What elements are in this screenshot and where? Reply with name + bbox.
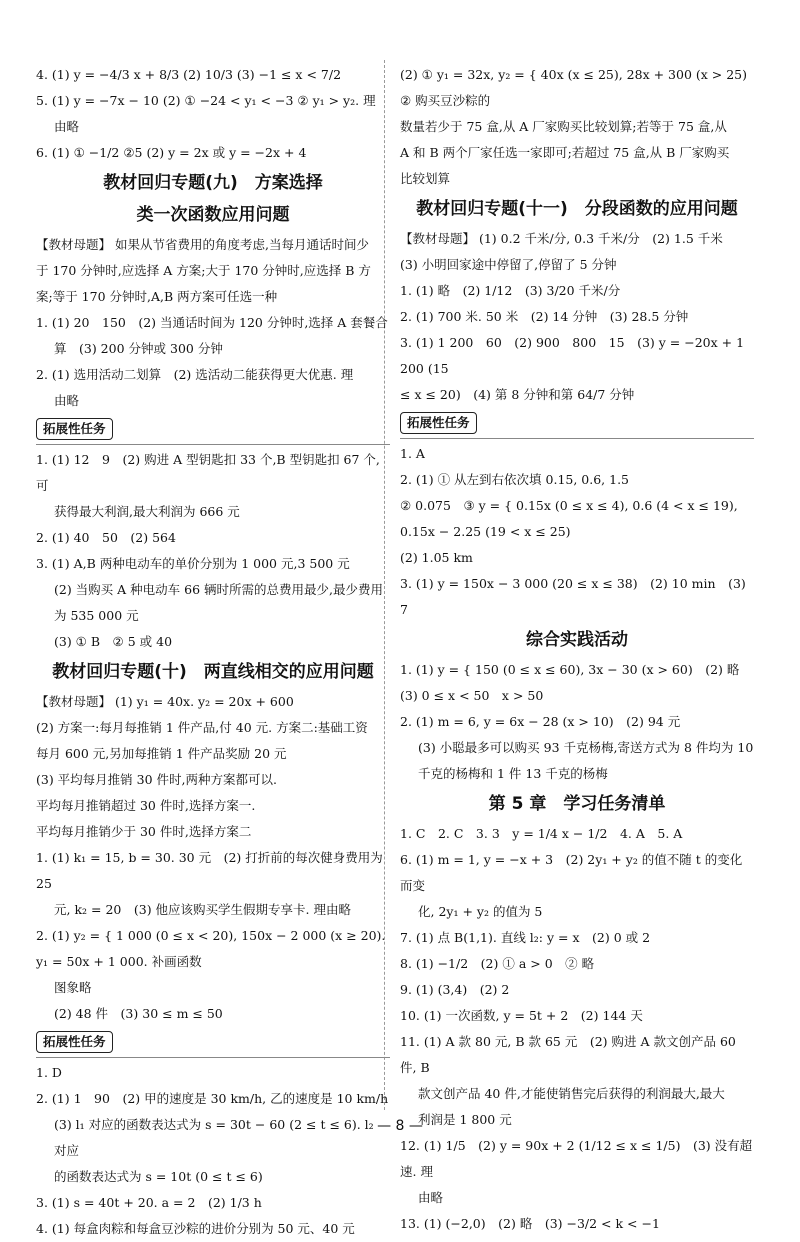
answer-line: 获得最大利润,最大利润为 666 元 [54, 504, 240, 519]
answer-line: 4. (1) y = −4/3 x + 8/3 (2) 10/3 (3) −1 ≤ x < 7/2 [36, 67, 342, 82]
answer-line: 于 170 分钟时,应选择 A 方案;大于 170 分钟时,应选择 B 方 [36, 263, 371, 278]
section-title: 教材回归专题(十一) 分段函数的应用问题 [416, 199, 738, 219]
answer-line: 6. (1) ① −1/2 ②5 (2) y = 2x 或 y = −2x + 4 [36, 145, 307, 160]
badge-row [400, 408, 754, 439]
answer-line: (3) l₁ 对应的函数表达式为 s = 30t − 60 (2 ≤ t ≤ 6). l₂ 对应 [54, 1117, 374, 1158]
answer-line: 3. (1) 1 200 60 (2) 900 800 15 (3) y = −20x + 1 200 (15 [400, 335, 745, 376]
answer-line: 1. (1) 20 150 (2) 当通话时间为 120 分钟时,选择 A 套餐合 [36, 315, 388, 330]
answer-line: 2. (1) 40 50 (2) 564 [36, 530, 176, 545]
answer-line: 由略 [54, 393, 80, 408]
answer-line: 2. (1) ① 从左到右依次填 0.15, 0.6, 1.5 [400, 472, 630, 487]
answer-line: 13. (1) (−2,0) (2) 略 (3) −3/2 < k < −1 [400, 1216, 660, 1231]
answer-line: 案;等于 170 分钟时,A,B 两方案可任选一种 [36, 289, 278, 304]
answer-line: 每月 600 元,另加每推销 1 件产品奖励 20 元 [36, 746, 287, 761]
answer-line: (3) 平均每月推销 30 件时,两种方案都可以. [36, 772, 277, 787]
answer-line: 【教材母题】 如果从节省费用的角度考虑,当每月通话时间少 [36, 237, 369, 252]
answer-line: (2) 当购买 A 种电动车 66 辆时所需的总费用最少,最少费用 [54, 582, 383, 597]
answer-line: 3. (1) s = 40t + 20. a = 2 (2) 1/3 h [36, 1195, 262, 1210]
left-column [36, 62, 390, 1242]
answer-line: 为 535 000 元 [54, 608, 139, 623]
answer-line: 6. (1) m = 1, y = −x + 3 (2) 2y₁ + y₂ 的值不随 t 的变化而变 [400, 852, 743, 893]
section-subtitle: 类一次函数应用问题 [136, 205, 290, 225]
answer-line: 9. (1) (3,4) (2) 2 [400, 982, 510, 997]
answer-line: 10. (1) 一次函数, y = 5t + 2 (2) 144 天 [400, 1008, 643, 1023]
answer-line: (3) ① B ② 5 或 40 [54, 634, 173, 649]
badge-row [36, 414, 390, 445]
answer-line: 5. (1) y = −7x − 10 (2) ① −24 < y₁ < −3 ② y₁ > y₂. 理 [36, 93, 376, 108]
answer-line: 4. (1) 每盒肉粽和每盒豆沙粽的进价分别为 50 元、40 元 [36, 1221, 355, 1236]
answer-line: 利润是 1 800 元 [418, 1112, 512, 1127]
answer-line: 元, k₂ = 20 (3) 他应该购买学生假期专享卡. 理由略 [54, 902, 351, 917]
answer-line: 算 (3) 200 分钟或 300 分钟 [54, 341, 223, 356]
extension-task-badge: 拓展性任务 [400, 412, 477, 434]
answer-line: 千克的杨梅和 1 件 13 千克的杨梅 [418, 766, 608, 781]
badge-row [36, 1027, 390, 1058]
answer-line: (2) ① y₁ = 32x, y₂ = { 40x (x ≤ 25), 28x + 300 (x > 25) ② 购买豆沙粽的 [400, 67, 760, 108]
answer-line: 平均每月推销少于 30 件时,选择方案二 [36, 824, 252, 839]
answer-line: 12. (1) 1/5 (2) y = 90x + 2 (1/12 ≤ x ≤ 1/5) (3) 没有超速. 理 [400, 1138, 753, 1179]
answer-line: 1. (1) 略 (2) 1/12 (3) 3/20 千米/分 [400, 283, 621, 298]
answer-line: 3. (1) A,B 两种电动车的单价分别为 1 000 元,3 500 元 [36, 556, 350, 571]
answer-line: 1. (1) y = { 150 (0 ≤ x ≤ 60), 3x − 30 (x > 60) (2) 略 (3) 0 ≤ x < 50 x > 50 [400, 662, 752, 703]
answer-line: 1. C 2. C 3. 3 y = 1/4 x − 1/2 4. A 5. A [400, 826, 683, 841]
answer-line: (3) 小明回家途中停留了,停留了 5 分钟 [400, 257, 617, 272]
answer-line: 由略 [54, 119, 80, 134]
answer-line: 3. (1) y = 150x − 3 000 (20 ≤ x ≤ 38) (2) 10 min (3) 7 [400, 576, 746, 617]
answer-line: 11. (1) A 款 80 元, B 款 65 元 (2) 购进 A 款文创产品 60 件, B [400, 1034, 736, 1075]
answer-line: 2. (1) 1 90 (2) 甲的速度是 30 km/h, 乙的速度是 10 km/h [36, 1091, 389, 1106]
answer-line: 数量若少于 75 盒,从 A 厂家购买比较划算;若等于 75 盒,从 [400, 119, 727, 134]
answer-line: 款文创产品 40 件,才能使销售完后获得的利润最大,最大 [418, 1086, 725, 1101]
answer-line: 2. (1) 700 米. 50 米 (2) 14 分钟 (3) 28.5 分钟 [400, 309, 689, 324]
answer-line: 1. (1) 12 9 (2) 购进 A 型钥匙扣 33 个,B 型钥匙扣 67 个,可 [36, 452, 380, 493]
page-number: — 8 — [377, 1118, 423, 1134]
answer-line: ② 0.075 ③ y = { 0.15x (0 ≤ x ≤ 4), 0.6 (4 < x ≤ 19), 0.15x − 2.25 (19 < x ≤ 25) [400, 498, 738, 539]
answer-line: 1. (1) k₁ = 15, b = 30. 30 元 (2) 打折前的每次健身费用为 25 [36, 850, 383, 891]
answer-line: 【教材母题】 (1) y₁ = 40x. y₂ = 20x + 600 [36, 694, 294, 709]
section-title: 第 5 章 学习任务清单 [488, 794, 666, 814]
answer-line: 【教材母题】 (1) 0.2 千米/分, 0.3 千米/分 (2) 1.5 千米 [400, 231, 723, 246]
answer-line: 2. (1) 选用活动二划算 (2) 选活动二能获得更大优惠. 理 [36, 367, 354, 382]
answer-line: 8. (1) −1/2 (2) ① a > 0 ② 略 [400, 956, 595, 971]
answer-line: 1. D [36, 1065, 62, 1080]
answer-line: 的函数表达式为 s = 10t (0 ≤ t ≤ 6) [54, 1169, 263, 1184]
right-column [400, 62, 760, 1237]
answer-line: 化, 2y₁ + y₂ 的值为 5 [418, 904, 543, 919]
answer-line: A 和 B 两个厂家任选一家即可;若超过 75 盒,从 B 厂家购买 [400, 145, 730, 160]
extension-task-badge: 拓展性任务 [36, 1031, 113, 1053]
answer-line: 7. (1) 点 B(1,1). 直线 l₂: y = x (2) 0 或 2 [400, 930, 651, 945]
answer-line: 2. (1) m = 6, y = 6x − 28 (x > 10) (2) 94 元 [400, 714, 681, 729]
section-title: 综合实践活动 [526, 630, 628, 650]
answer-line: 由略 [418, 1190, 444, 1205]
answer-line: 比较划算 [400, 171, 451, 186]
answer-line: (2) 1.05 km [400, 550, 473, 565]
section-title: 教材回归专题(十) 两直线相交的应用问题 [52, 662, 374, 682]
answer-line: (3) 小聪最多可以购买 93 千克杨梅,寄送方式为 8 件均为 10 [418, 740, 754, 755]
answer-line: 平均每月推销超过 30 件时,选择方案一. [36, 798, 256, 813]
answer-line: ≤ x ≤ 20) (4) 第 8 分钟和第 64/7 分钟 [400, 387, 635, 402]
answer-line: (2) 方案一:每月每推销 1 件产品,付 40 元. 方案二:基础工资 [36, 720, 368, 735]
extension-task-badge: 拓展性任务 [36, 418, 113, 440]
answer-line: 2. (1) y₂ = { 1 000 (0 ≤ x < 20), 150x − 2 000 (x ≥ 20). y₁ = 50x + 1 000. 补画函数 [36, 928, 386, 969]
answer-line: 图象略 [54, 980, 92, 995]
answer-line: (2) 48 件 (3) 30 ≤ m ≤ 50 [54, 1006, 223, 1021]
answer-line: 1. A [400, 446, 425, 461]
section-title: 教材回归专题(九) 方案选择 [103, 173, 323, 193]
